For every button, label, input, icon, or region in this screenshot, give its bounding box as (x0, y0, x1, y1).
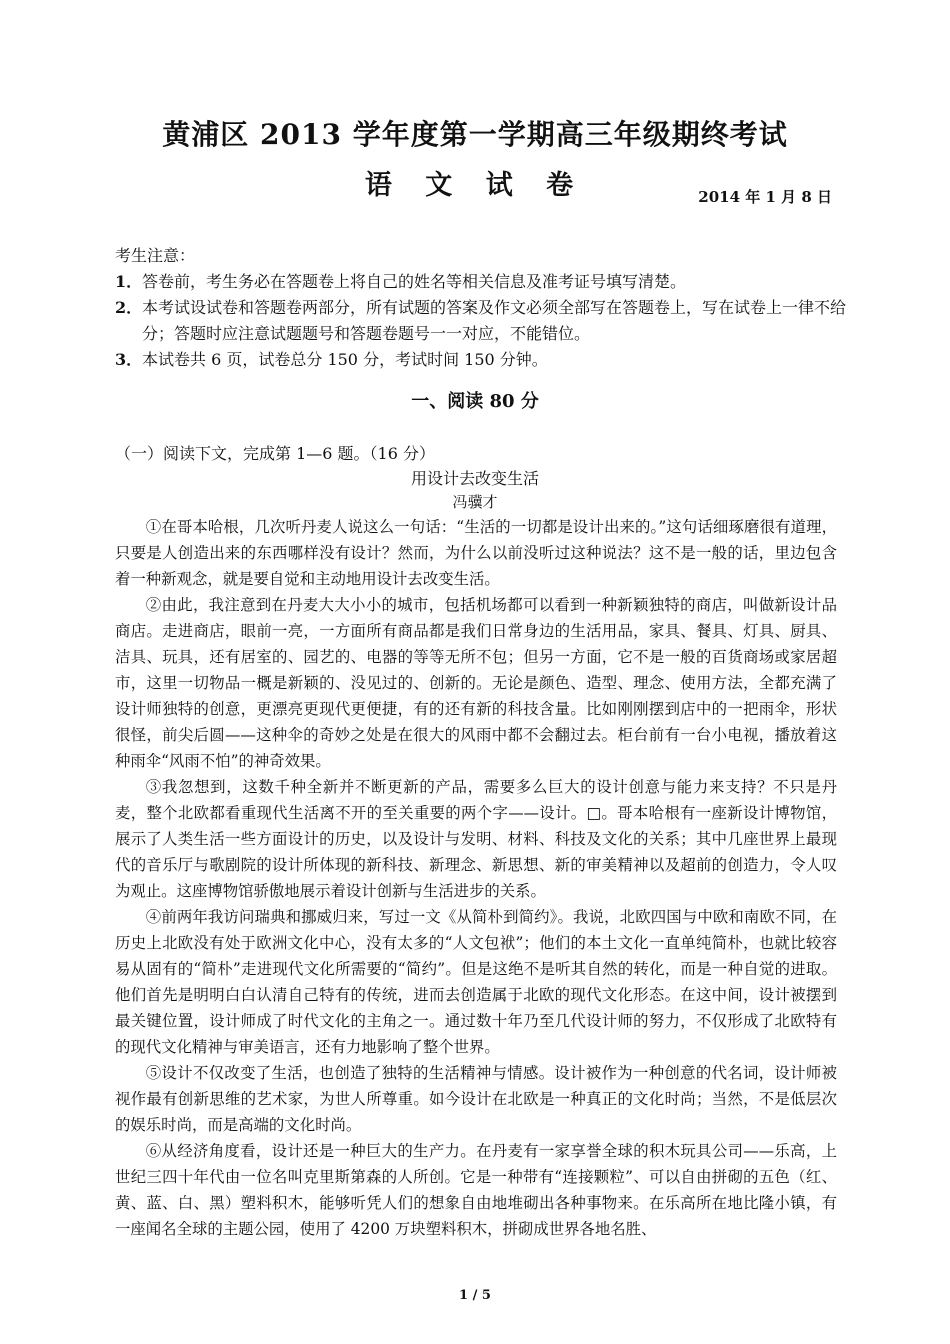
notice-item-text: 本考试设试卷和答题卷两部分，所有试题的答案及作文必须全部写在答题卷上，写在试卷上一律不给分；答题时应注意试题题号和答题卷题号一一对应，不能错位。 (142, 298, 847, 343)
notice-item (115, 269, 850, 295)
notice-heading: 考生注意： (115, 246, 196, 265)
section-heading: 一、阅读 80 分 (411, 391, 539, 412)
page-number: 1 / 5 (459, 1288, 491, 1303)
notice-item (115, 347, 850, 373)
article-paragraph: ⑥从经济角度看，设计还是一种巨大的生产力。在丹麦有一家享誉全球的积木玩具公司——乐高，上世纪三四十年代由一位名叫克里斯第森的人所创。它是一种带有“连接颗粒”、可以自由拼砌的五色（红、黄、蓝、白、黑）塑料积木，能够听凭人们的想象自由地堆砌出各种事物来。在乐高所在地比隆小镇，有一座闻名全球的主题公园，使用了 4200 万块塑料积木，拼砌成世界各地名胜、 (115, 1142, 837, 1238)
exam-date: 2014 年 1 月 8 日 (698, 188, 832, 206)
candidate-notice (115, 243, 850, 373)
notice-item-number: 2． (115, 298, 143, 317)
article-body (115, 514, 837, 1242)
article-paragraph: ④前两年我访问瑞典和挪威归来，写过一文《从简朴到简约》。我说，北欧四国与中欧和南欧不同，在历史上北欧没有处于欧洲文化中心，没有太多的“人文包袱”；他们的本土文化一直单纯简朴，也就比较容易从固有的“简朴”走进现代文化所需要的“简约”。但是这绝不是听其自然的转化，而是一种自觉的进取。他们首先是明明白白认清自己特有的传统，进而去创造属于北欧的现代文化形态。在这中间，设计被摆到最关键位置，设计师成了时代文化的主角之一。通过数十年乃至几代设计师的努力，不仅形成了北欧特有的现代文化精神与审美语言，还有力地影响了整个世界。 (115, 908, 837, 1056)
article-paragraph: ⑤设计不仅改变了生活，也创造了独特的生活精神与情感。设计被作为一种创意的代名词，设计师被视作最有创新思维的艺术家，为世人所尊重。如今设计在北欧是一种真正的文化时尚；当然，不是低层次的娱乐时尚，而是高端的文化时尚。 (115, 1064, 837, 1134)
notice-item-text: 本试卷共 6 页，试卷总分 150 分，考试时间 150 分钟。 (142, 350, 548, 369)
article-paragraph: ①在哥本哈根，几次听丹麦人说这么一句话：“生活的一切都是设计出来的。”这句话细琢磨很有道理，只要是人创造出来的东西哪样没有设计？然而，为什么以前没听过这种说法？这不是一般的话，里边包含着一种新观念，就是要自觉和主动地用设计去改变生活。 (115, 518, 837, 588)
exam-title: 黄浦区 2013 学年度第一学期高三年级期终考试 (162, 118, 788, 151)
article-author: 冯骥才 (452, 493, 498, 511)
article-title: 用设计去改变生活 (410, 469, 539, 488)
notice-item-number: 3． (115, 350, 143, 369)
notice-item-text: 答卷前，考生务必在答题卷上将自己的姓名等相关信息及准考证号填写清楚。 (142, 272, 687, 291)
notice-item-number: 1． (115, 272, 143, 291)
article-paragraph: ②由此，我注意到在丹麦大大小小的城市，包括机场都可以看到一种新颖独特的商店，叫做新设计品商店。走进商店，眼前一亮，一方面所有商品都是我们日常身边的生活用品，家具、餐具、灯具、厨具、洁具、玩具，还有居室的、园艺的、电器的等等无所不包；但另一方面，它不是一般的百货商场或家居超市，这里一切物品一概是新颖的、没见过的、创新的。无论是颜色、造型、理念、使用方法，全都充满了设计师独特的创意，更漂亮更现代更便捷，有的还有新的科技含量。比如刚刚摆到店中的一把雨伞，形状很怪，前尖后圆——这种伞的奇妙之处是在很大的风雨中都不会翻过去。柜台前有一台小电视，播放着这种雨伞“风雨不怕”的神奇效果。 (115, 596, 837, 770)
exam-subtitle: 语 文 试 卷 (364, 170, 586, 201)
part-instruction: （一）阅读下文，完成第 1—6 题。（16 分） (115, 444, 435, 463)
article-paragraph: ③我忽想到，这数千种全新并不断更新的产品，需要多么巨大的设计创意与能力来支持？不只是丹麦，整个北欧都看重现代生活离不开的至关重要的两个字——设计。□。哥本哈根有一座新设计博物馆，展示了人类生活一些方面设计的历史，以及设计与发明、材料、科技及文化的关系；其中几座世界上最现代的音乐厅与歌剧院的设计所体现的新科技、新理念、新思想、新的审美精神以及超前的创造力，令人叹为观止。这座博物馆骄傲地展示着设计创新与生活进步的关系。 (115, 778, 837, 900)
notice-item (115, 295, 850, 347)
